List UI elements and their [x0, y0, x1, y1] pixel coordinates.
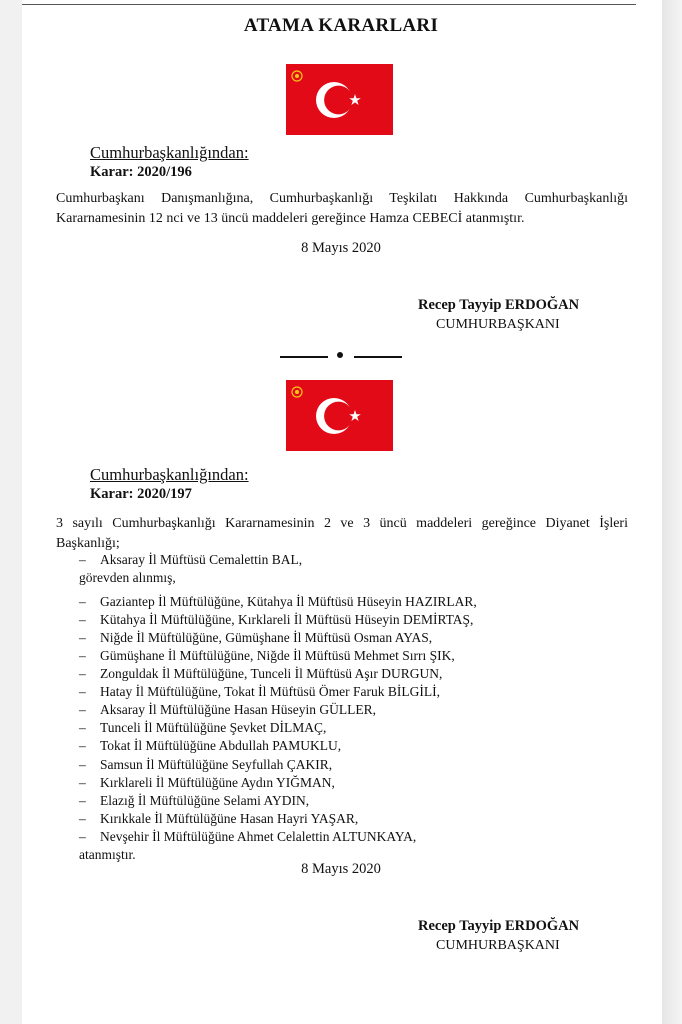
signature-name-2: Recep Tayyip ERDOĞAN — [418, 918, 580, 934]
appointment-entry: Tokat İl Müftülüğüne Abdullah PAMUKLU, — [100, 738, 342, 754]
list-item: – Nevşehir İl Müftülüğüne Ahmet Celalettin ALTUNKAYA, — [79, 828, 477, 846]
list-item: – Gaziantep İl Müftülüğüne, Kütahya İl Müftüsü Hüseyin HAZIRLAR, — [79, 593, 477, 611]
appointment-entry: Tunceli İl Müftülüğüne Şevket DİLMAÇ, — [100, 720, 327, 736]
issuer-heading-1: Cumhurbaşkanlığından: — [90, 143, 249, 162]
appointment-entry: Gaziantep İl Müftülüğüne, Kütahya İl Müftüsü Hüseyin HAZIRLAR, — [100, 594, 477, 610]
decision-date-1: 8 Mayıs 2020 — [301, 240, 381, 256]
signature-title-2: CUMHURBAŞKANI — [436, 938, 560, 953]
list-item: – Tokat İl Müftülüğüne Abdullah PAMUKLU, — [79, 737, 477, 755]
list-item: – Niğde İl Müftülüğüne, Gümüşhane İl Müftüsü Osman AYAS, — [79, 629, 477, 647]
appointment-entry: Nevşehir İl Müftülüğüne Ahmet Celalettin ALTUNKAYA, — [100, 828, 417, 844]
appointment-entry: Kütahya İl Müftülüğüne, Kırklareli İl Müftüsü Hüseyin DEMİRTAŞ, — [100, 612, 474, 628]
list-item: – Elazığ İl Müftülüğüne Selami AYDIN, — [79, 792, 477, 810]
appointment-entry: Niğde İl Müftülüğüne, Gümüşhane İl Müftüsü Osman AYAS, — [100, 630, 433, 646]
decision-body-1: Cumhurbaşkanı Danışmanlığına, Cumhurbaşkanlığı Teşkilatı Hakkında Cumhurbaşkanlığı Kararnamesinin 12 nci ve 13 üncü maddeleri gereğince Hamza CEBECİ atanmıştır. — [56, 191, 628, 226]
list-item: – Aksaray İl Müftülüğüne Hasan Hüseyin GÜLLER, — [79, 701, 477, 719]
appointment-entry: Elazığ İl Müftülüğüne Selami AYDIN, — [100, 792, 310, 808]
closing-text: atanmıştır. — [79, 846, 136, 862]
list-item: – Kırklareli İl Müftülüğüne Aydın YIĞMAN, — [79, 774, 477, 792]
list-item: – Hatay İl Müftülüğüne, Tokat İl Müftüsü Ömer Faruk BİLGİLİ, — [79, 683, 477, 701]
appointment-entry: Kırklareli İl Müftülüğüne Aydın YIĞMAN, — [100, 774, 335, 790]
decision-body-2: 3 sayılı Cumhurbaşkanlığı Kararnamesinin 2 ve 3 üncü maddeleri gereğince Diyanet İşleri Başkanlığı; — [56, 516, 628, 551]
list-item: – Kütahya İl Müftülüğüne, Kırklareli İl Müftüsü Hüseyin DEMİRTAŞ, — [79, 611, 477, 629]
list-item: – Aksaray İl Müftüsü Cemalettin BAL, — [79, 551, 477, 569]
list-item: – Gümüşhane İl Müftülüğüne, Niğde İl Müftüsü Mehmet Sırrı ŞIK, — [79, 647, 477, 665]
decision-date-2: 8 Mayıs 2020 — [301, 861, 381, 877]
appointment-entry: Kırıkkale İl Müftülüğüne Hasan Hayri YAŞAR, — [100, 810, 359, 826]
turkish-flag-icon — [286, 64, 393, 135]
section-separator — [280, 346, 402, 358]
signature-title-1: CUMHURBAŞKANI — [436, 317, 560, 332]
decision-number-1: Karar: 2020/196 — [90, 164, 192, 180]
appointment-entry: Zonguldak İl Müftülüğüne, Tunceli İl Müftüsü Aşır DURGUN, — [100, 666, 443, 682]
dismissed-note: görevden alınmış, — [79, 570, 176, 586]
page-title: ATAMA KARARLARI — [243, 15, 439, 36]
signature-name-1: Recep Tayyip ERDOĞAN — [418, 297, 580, 313]
appointment-entry: Hatay İl Müftülüğüne, Tokat İl Müftüsü Ömer Faruk BİLGİLİ, — [100, 684, 440, 700]
list-item: – Samsun İl Müftülüğüne Seyfullah ÇAKIR, — [79, 756, 477, 774]
list-item: – Kırıkkale İl Müftülüğüne Hasan Hayri YAŞAR, — [79, 810, 477, 828]
appointment-entry: Samsun İl Müftülüğüne Seyfullah ÇAKIR, — [100, 756, 333, 772]
list-item: – Tunceli İl Müftülüğüne Şevket DİLMAÇ, — [79, 719, 477, 737]
list-item: – Zonguldak İl Müftülüğüne, Tunceli İl Müftüsü Aşır DURGUN, — [79, 665, 477, 683]
turkish-flag-icon — [286, 380, 393, 451]
top-rule — [22, 4, 636, 5]
issuer-heading-2: Cumhurbaşkanlığından: — [90, 465, 249, 484]
decision-number-2: Karar: 2020/197 — [90, 486, 192, 502]
appointment-entry: Gümüşhane İl Müftülüğüne, Niğde İl Müftüsü Mehmet Sırrı ŞIK, — [100, 648, 455, 664]
list-item — [79, 569, 477, 587]
appointment-list — [79, 551, 477, 864]
dismissed-entry: Aksaray İl Müftüsü Cemalettin BAL, — [100, 552, 303, 567]
appointment-entry: Aksaray İl Müftülüğüne Hasan Hüseyin GÜLLER, — [100, 702, 376, 718]
